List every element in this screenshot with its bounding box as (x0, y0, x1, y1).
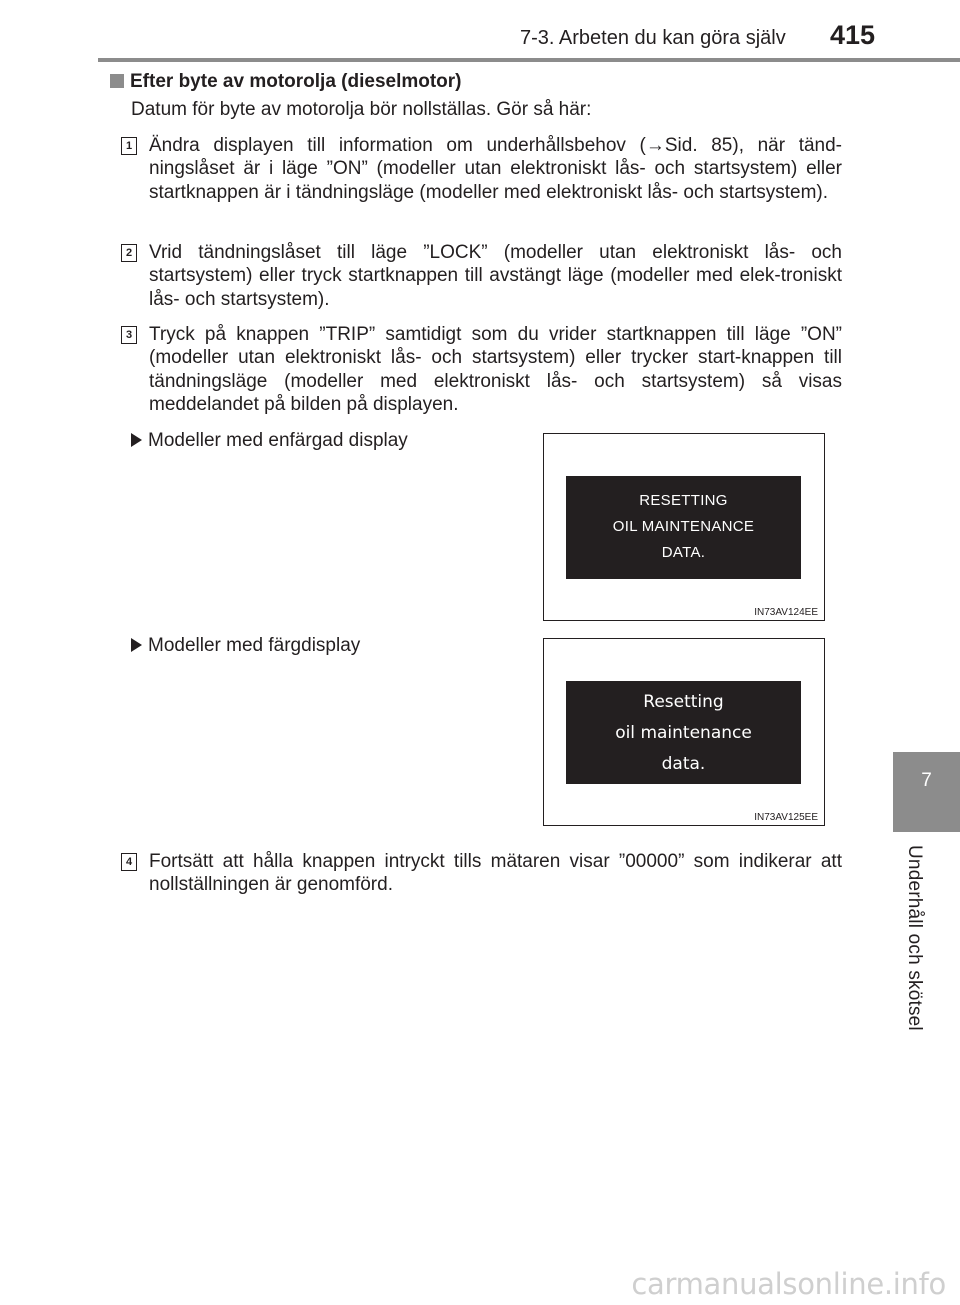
section-heading-text: Efter byte av motorolja (dieselmotor) (130, 71, 462, 92)
chapter-tab (893, 752, 960, 832)
chapter-title: Underhåll och skötsel (904, 845, 925, 1031)
step-number-3: 3 (121, 326, 137, 344)
figure-code: IN73AV124EE (754, 607, 818, 618)
step-text-2: Vrid tändningslåset till läge ”LOCK” (modeller utan elektroniskt lås- och startsystem) eller tryck startknappen till avstängt läge (modeller med elek-troniskt lås- och startsystem). (149, 242, 842, 310)
watermark-text: carmanualsonline.info (631, 1267, 946, 1301)
header-rule (98, 58, 960, 62)
screen-line: data. (661, 754, 706, 774)
chapter-number: 7 (921, 770, 932, 791)
screen-line: oil maintenance (615, 723, 752, 743)
step-number-4: 4 (121, 853, 137, 871)
section-heading (110, 71, 462, 93)
figure-code: IN73AV125EE (754, 812, 818, 823)
step-number-1: 1 (121, 137, 137, 155)
intro-text: Datum för byte av motorolja bör nollställas. Gör så här: (131, 99, 592, 120)
display-screen-color (566, 681, 801, 784)
page-number: 415 (830, 20, 876, 50)
variant-label-mono (131, 430, 408, 452)
triangle-bullet-icon (131, 433, 142, 447)
variant-label-mono-text: Modeller med enfärgad display (148, 430, 408, 451)
square-bullet-icon (110, 74, 124, 88)
step-text-3: Tryck på knappen ”TRIP” samtidigt som du vrider startknappen till läge ”ON” (modeller utan elektroniskt lås- och startsystem) eller trycker start-knappen till tändningsläge (modeller med elektroniskt lås- och startsystem) så visas meddelandet på bilden på displayen. (149, 324, 842, 415)
running-header-section: 7-3. Arbeten du kan göra själv (520, 27, 786, 49)
figure-color-display (543, 638, 825, 826)
step-number-2: 2 (121, 244, 137, 262)
screen-line: OIL MAINTENANCE (612, 518, 755, 535)
figure-mono-display (543, 433, 825, 621)
screen-line: DATA. (661, 544, 706, 561)
triangle-bullet-icon (131, 638, 142, 652)
step-text-4: Fortsätt att hålla knappen intryckt tills mätaren visar ”00000” som indikerar att nollställningen är genomförd. (149, 851, 842, 896)
display-screen-mono (566, 476, 801, 579)
screen-line: RESETTING (639, 492, 728, 509)
step-text-1: Ändra displayen till information om underhållsbehov (→Sid. 85), när tänd-ningslåset är i läge ”ON” (modeller utan elektroniskt lås- och startsystem) eller startknappen är i tändningsläge (modeller med elektroniskt lås- och startsystem). (149, 135, 842, 203)
variant-label-color-text: Modeller med färgdisplay (148, 635, 361, 656)
variant-label-color (131, 635, 360, 657)
screen-line: Resetting (643, 692, 724, 712)
